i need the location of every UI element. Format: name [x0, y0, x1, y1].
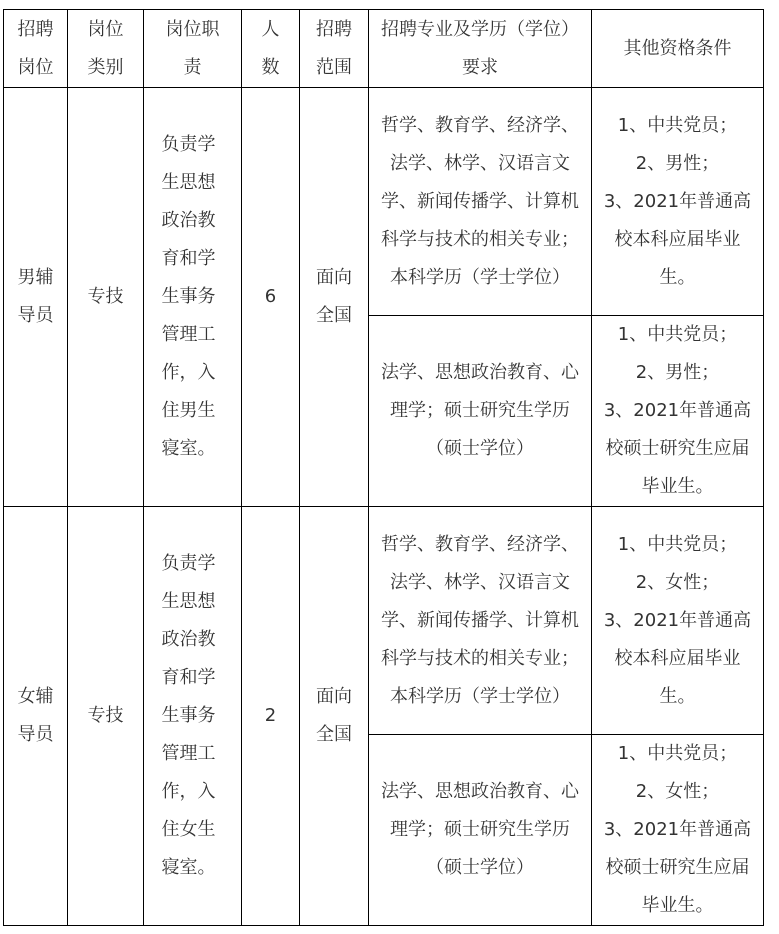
condition-line: 1、中共党员； [617, 533, 738, 555]
header-cell-position: 招聘岗位 [4, 10, 68, 88]
scope-cell: 面向全国 [300, 507, 369, 926]
category-cell: 专技 [68, 507, 144, 926]
scope-cell: 面向全国 [300, 88, 369, 507]
condition-line: 1、中共党员； [617, 114, 738, 136]
duty-cell: 负责学生思想政治教育和学生事务管理工作，入住女生寝室。 [144, 507, 242, 926]
major-cell: 法学、思想政治教育、心理学；硕士研究生学历（硕士学位） [369, 316, 592, 507]
header-cell-category: 岗位类别 [68, 10, 144, 88]
condition-line: 2、男性； [635, 152, 720, 174]
position-title-cell: 男辅导员 [4, 88, 68, 507]
header-cell-duty: 岗位职责 [144, 10, 242, 88]
table-row [4, 507, 764, 735]
condition-line: 2、女性； [635, 781, 720, 802]
major-cell: 哲学、教育学、经济学、法学、林学、汉语言文学、新闻传播学、计算机科学与技术的相关专业；本科学历（学士学位） [369, 88, 592, 316]
condition-line: 1、中共党员； [617, 743, 738, 764]
category-cell: 专技 [68, 88, 144, 507]
header-cell-scope: 招聘范围 [300, 10, 369, 88]
count-cell: 6 [242, 88, 300, 507]
conditions-cell [592, 735, 764, 926]
conditions-cell [592, 507, 764, 735]
condition-line: 3、2021年普通高校本科应届毕业生。 [603, 190, 752, 288]
major-cell: 哲学、教育学、经济学、法学、林学、汉语言文学、新闻传播学、计算机科学与技术的相关专业；本科学历（学士学位） [369, 507, 592, 735]
header-cell-conditions: 其他资格条件 [592, 10, 764, 88]
condition-line: 1、中共党员； [617, 324, 738, 345]
condition-line: 3、2021年普通高校硕士研究生应届毕业生。 [603, 400, 752, 497]
conditions-cell [592, 316, 764, 507]
condition-line: 3、2021年普通高校硕士研究生应届毕业生。 [603, 819, 752, 916]
major-cell: 法学、思想政治教育、心理学；硕士研究生学历（硕士学位） [369, 735, 592, 926]
recruitment-table [3, 9, 764, 926]
duty-cell: 负责学生思想政治教育和学生事务管理工作，入住男生寝室。 [144, 88, 242, 507]
condition-line: 2、女性； [635, 571, 720, 593]
table-row [4, 88, 764, 316]
header-cell-count: 人数 [242, 10, 300, 88]
condition-line: 3、2021年普通高校本科应届毕业生。 [603, 609, 752, 707]
header-row [4, 10, 764, 88]
position-title-cell: 女辅导员 [4, 507, 68, 926]
conditions-cell [592, 88, 764, 316]
header-cell-major: 招聘专业及学历（学位）要求 [369, 10, 592, 88]
condition-line: 2、男性； [635, 362, 720, 383]
count-cell: 2 [242, 507, 300, 926]
